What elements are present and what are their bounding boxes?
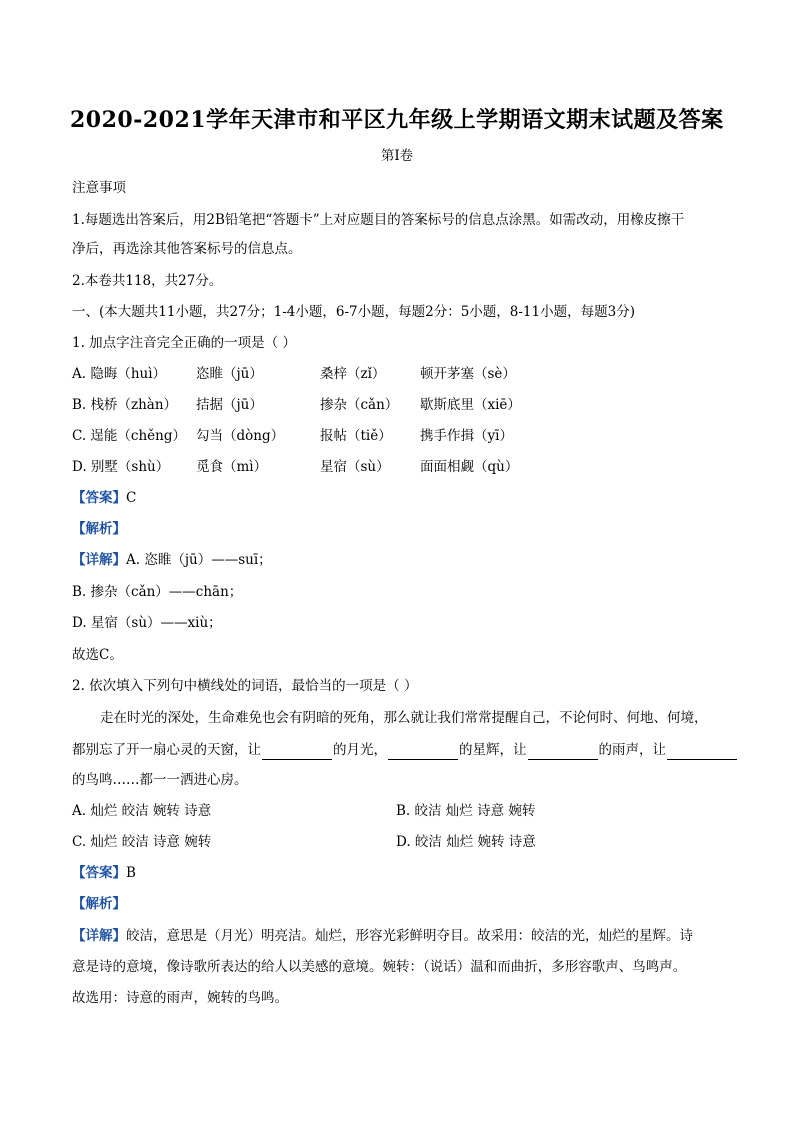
option-word: 掺杂（cǎn） <box>320 397 399 413</box>
question-2-analysis-tag <box>72 894 126 914</box>
option-word: 觅食（mì） <box>196 459 268 475</box>
option-word: A. 隐晦（huì） <box>72 366 167 382</box>
option-word: D. 别墅（shù） <box>72 459 170 475</box>
question-2-passage-2 <box>72 740 738 760</box>
volume-label: 第Ⅰ卷 <box>380 148 414 164</box>
question-1-option-b <box>72 395 521 415</box>
page-title: 2020-2021学年天津市和平区九年级上学期语文期末试题及答案 <box>70 107 724 133</box>
question-1-detail-2: B. 掺杂（cǎn）——chān； <box>72 584 243 600</box>
question-1-answer <box>72 488 136 508</box>
answer-tag: 【答案】 <box>72 865 126 881</box>
question-2-passage-1: 走在时光的深处，生命难免也会有阴暗的死角，那么就让我们常常提醒自己，不论何时、何地、何境， <box>100 710 708 726</box>
analysis-tag: 【解析】 <box>72 521 126 537</box>
option-word: 报帖（tiě） <box>320 428 392 444</box>
question-1-conclusion: 故选C。 <box>72 647 123 663</box>
question-1-option-a <box>72 364 516 384</box>
option-word: 拮据（jū） <box>196 397 263 413</box>
notice-item-1: 1.每题选出答案后，用2B铅笔把“答题卡”上对应题目的答案标号的信息点涂黑。如需改动，用橡皮擦干 <box>72 212 685 228</box>
option-word: B. 栈桥（zhàn） <box>72 397 178 413</box>
detail-tag: 【详解】 <box>72 928 126 944</box>
passage-text: 都别忘了开一扇心灵的天窗，让 <box>72 742 261 758</box>
question-1-detail-1 <box>72 550 272 570</box>
option-word: 勾当（dòng） <box>196 428 285 444</box>
notice-heading: 注意事项 <box>72 180 126 196</box>
option-word: 星宿（sù） <box>320 459 390 475</box>
passage-text: 的雨声，让 <box>598 742 666 758</box>
question-2-stem: 2. 依次填入下列句中横线处的词语，最恰当的一项是（ ） <box>72 678 418 694</box>
question-2-option-a: A. 灿烂 皎洁 婉转 诗意 <box>72 803 212 819</box>
option-word: 面面相觑（qù） <box>420 459 519 475</box>
question-2-option-d: D. 皎洁 灿烂 婉转 诗意 <box>396 834 536 850</box>
detail-text: 皎洁，意思是（月光）明亮洁。灿烂，形容光彩鲜明夺目。故采用：皎洁的光，灿烂的星辉。诗 <box>126 928 693 944</box>
answer-tag: 【答案】 <box>72 490 126 506</box>
option-word: 携手作揖（yī） <box>420 428 513 444</box>
analysis-tag: 【解析】 <box>72 896 126 912</box>
option-word: 桑梓（zǐ） <box>320 366 386 382</box>
detail-text: A. 恣睢（jū）——suī； <box>126 552 272 568</box>
fill-blank <box>528 745 598 760</box>
option-word: 歇斯底里（xiē） <box>420 397 521 413</box>
question-2-detail-2: 意是诗的意境，像诗歌所表达的给人以美感的意境。婉转：（说话）温和而曲折，多形容歌声、鸟鸣声。 <box>72 959 687 975</box>
notice-item-1-cont: 净后，再选涂其他答案标号的信息点。 <box>72 241 302 257</box>
passage-text: 的星辉，让 <box>459 742 527 758</box>
question-2-option-b: B. 皎洁 灿烂 诗意 婉转 <box>396 803 536 819</box>
question-1-stem: 1. 加点字注音完全正确的一项是（ ） <box>72 335 296 351</box>
section-heading: 一、(本大题共11小题，共27分；1-4小题，6-7小题，每题2分：5小题，8-11小题，每题3分) <box>72 304 635 320</box>
question-1-detail-3: D. 星宿（sù）——xiù； <box>72 615 222 631</box>
question-1-option-d <box>72 457 518 477</box>
question-2-passage-3: 的鸟鸣……都一一洒进心房。 <box>72 772 248 788</box>
fill-blank <box>262 745 332 760</box>
option-word: 顿开茅塞（sè） <box>420 366 516 382</box>
option-word: 恣睢（jū） <box>196 366 263 382</box>
question-2-detail-1 <box>72 926 693 946</box>
question-2-option-c: C. 灿烂 皎洁 诗意 婉转 <box>72 834 212 850</box>
question-2-detail-3: 故选用：诗意的雨声，婉转的鸟鸣。 <box>72 990 288 1006</box>
question-1-option-c <box>72 426 513 446</box>
passage-text: 的月光， <box>333 742 387 758</box>
detail-tag: 【详解】 <box>72 552 126 568</box>
answer-value: C <box>126 490 137 506</box>
fill-blank <box>667 745 737 760</box>
answer-value: B <box>126 865 136 881</box>
question-1-analysis-tag <box>72 519 126 539</box>
option-word: C. 逞能（chěng） <box>72 428 187 444</box>
fill-blank <box>388 745 458 760</box>
notice-item-2: 2.本卷共118，共27分。 <box>72 273 223 289</box>
question-2-answer <box>72 863 136 883</box>
